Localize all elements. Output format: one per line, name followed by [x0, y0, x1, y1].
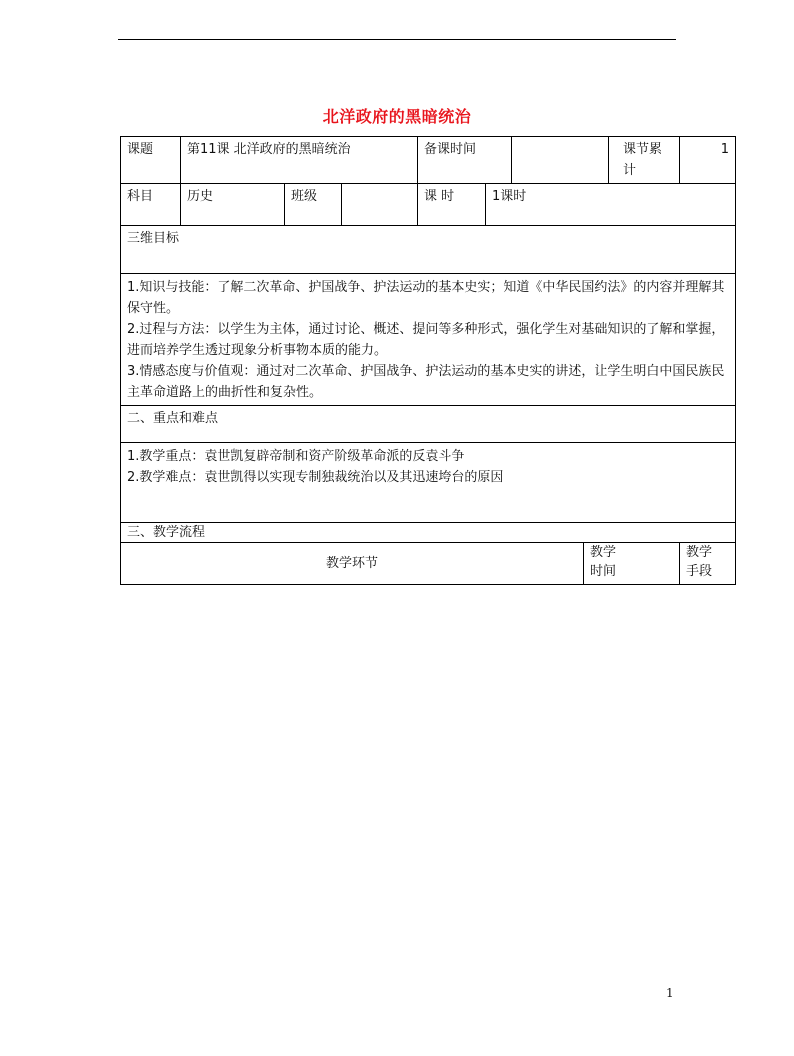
table-row-key-points-heading	[121, 406, 736, 443]
lesson-count-value: 1	[680, 137, 736, 184]
table-row-process-columns	[121, 543, 736, 585]
col-teaching-means: 教学 手段	[680, 543, 736, 585]
process-heading: 三、教学流程	[121, 523, 736, 543]
table-row-topic	[121, 137, 736, 184]
col-teaching-time: 教学 时间	[584, 543, 680, 585]
document-title: 北洋政府的黑暗统治	[322, 107, 472, 126]
subject-label: 科目	[121, 184, 181, 226]
col-teaching-stage: 教学环节	[121, 543, 584, 585]
lesson-plan-table	[120, 136, 736, 585]
key-points-content	[121, 443, 736, 523]
lesson-count-label: 课节累计	[609, 137, 680, 184]
table-row-objectives	[121, 274, 736, 406]
objectives-heading: 三维目标	[121, 226, 736, 274]
table-row-key-points	[121, 443, 736, 523]
page-number: 1	[666, 986, 674, 1000]
prep-time-value	[512, 137, 609, 184]
objective-item: 1.知识与技能：了解二次革命、护国战争、护法运动的基本史实；知道《中华民国约法》的内容并理解其保守性。	[127, 280, 725, 316]
subject-value: 历史	[181, 184, 285, 226]
table-row-subject	[121, 184, 736, 226]
hours-value: 1课时	[486, 184, 736, 226]
key-point-item: 2.教学难点：袁世凯得以实现专制独裁统治以及其迅速垮台的原因	[127, 470, 504, 485]
class-label: 班级	[285, 184, 342, 226]
header-rule	[118, 39, 676, 40]
hours-label: 课 时	[418, 184, 486, 226]
key-point-item: 1.教学重点：袁世凯复辟帝制和资产阶级革命派的反袁斗争	[127, 449, 465, 464]
topic-value: 第11课 北洋政府的黑暗统治	[181, 137, 418, 184]
objective-item: 2.过程与方法：以学生为主体，通过讨论、概述、提问等多种形式，强化学生对基础知识的了解和掌握，进而培养学生透过现象分析事物本质的能力。	[127, 322, 725, 358]
objective-item: 3.情感态度与价值观：通过对二次革命、护国战争、护法运动的基本史实的讲述，让学生明白中国民族民主革命道路上的曲折性和复杂性。	[127, 364, 725, 400]
table-row-process-heading	[121, 523, 736, 543]
objectives-content	[121, 274, 736, 406]
prep-time-label: 备课时间	[418, 137, 512, 184]
topic-label: 课题	[121, 137, 181, 184]
key-points-heading: 二、重点和难点	[121, 406, 736, 443]
table-row-objectives-heading	[121, 226, 736, 274]
class-value	[342, 184, 418, 226]
